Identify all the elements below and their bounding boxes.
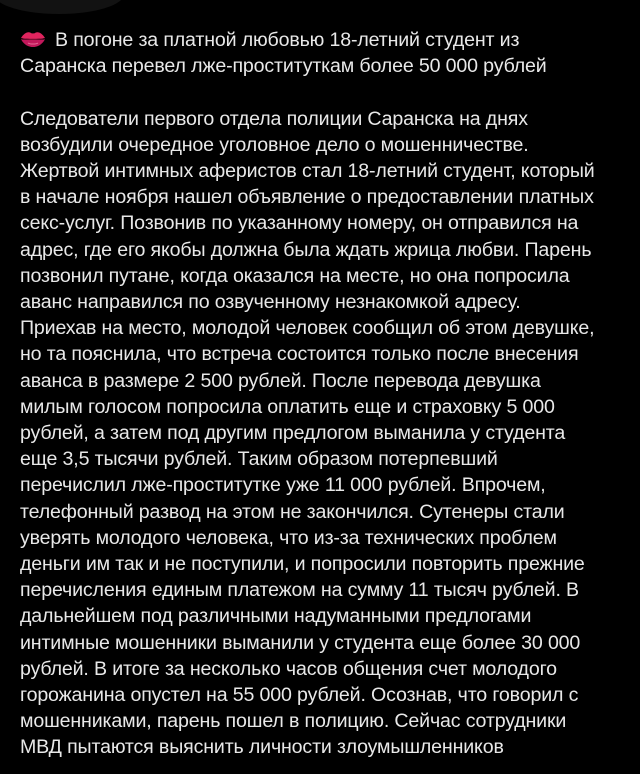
- post-body-line: горожанина опустел на 55 000 рублей. Осознав, что говорил с: [20, 684, 579, 707]
- post-body-line: МВД пытаются выяснить личности злоумышленников: [20, 736, 504, 759]
- post-body-line: перечислил лже-проститутке уже 11 000 рублей. Впрочем,: [20, 474, 546, 497]
- post-body-line: возбудили очередное уголовное дело о мошенничестве.: [20, 133, 529, 156]
- paragraph-gap: [20, 79, 630, 105]
- post-body-line: секс-услуг. Позвонив по указанному номеру, он отправился на: [20, 212, 579, 235]
- post-title-line-2: Саранска перевел лже-проституткам более 50 000 рублей: [20, 55, 547, 78]
- post-body-line: адрес, где его якобы должна была ждать жрица любви. Парень: [20, 238, 592, 261]
- post-body-line: еще 3,5 тысячи рублей. Таким образом потерпевший: [20, 448, 498, 471]
- post-body-line: Следователи первого отдела полиции Саранска на днях: [20, 107, 528, 130]
- post-body-line: деньги им так и не поступили, и попросили повторить прежние: [20, 553, 585, 576]
- post-body-line: перечисления единым платежом на сумму 11 тысяч рублей. В: [20, 579, 579, 602]
- post-title-text: В погоне за платной любовью 18-летний студент из: [55, 29, 520, 51]
- post-body-line: аванс направился по озвученному незнакомкой адресу.: [20, 291, 521, 314]
- post-body-line: но та пояснила, что встреча состоится только после внесения: [20, 343, 579, 366]
- message-post: [20, 27, 630, 761]
- post-body-line: Приехав на место, молодой человек сообщил об этом девушке,: [20, 317, 595, 340]
- post-body-line: телефонный развод на этом не закончился. Сутенеры стали: [20, 500, 565, 523]
- post-body-line: Жертвой интимных аферистов стал 18-летний студент, который: [20, 160, 595, 182]
- post-body-line: рублей, а затем под другим предлогом выманила у студента: [20, 422, 566, 445]
- post-body-line: аванса в размере 2 500 рублей. После перевода девушка: [20, 369, 541, 392]
- post-body-line: в начале ноября нашел объявление о предоставлении платных: [20, 186, 594, 209]
- lips-icon: [20, 30, 46, 48]
- post-body-line: интимные мошенники выманили у студента еще более 30 000: [20, 631, 581, 654]
- post-body-line: уверять молодого человека, что из-за технических проблем: [20, 526, 557, 549]
- post-body-line: милым голосом попросила оплатить еще и страховку 5 000: [20, 395, 555, 418]
- post-body-line: мошенниками, парень пошел в полицию. Сейчас сотрудники: [20, 710, 567, 733]
- post-body-line: дальнейшем под различными надуманными предлогами: [20, 605, 532, 628]
- top-decoration: [0, 0, 124, 14]
- post-body-line: позвонил путане, когда оказался на месте, но она попросила: [20, 264, 570, 287]
- post-body: [20, 106, 630, 761]
- post-body-line: рублей. В итоге за несколько часов общения счет молодого: [20, 657, 557, 680]
- post-title-line-1: [20, 27, 630, 53]
